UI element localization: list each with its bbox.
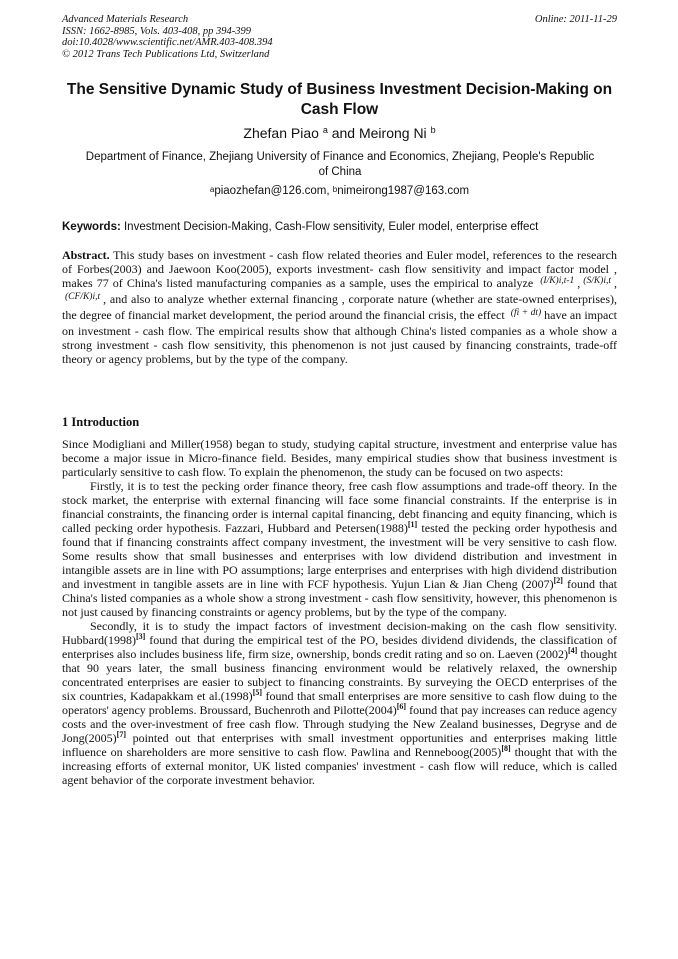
doi-line: doi:10.4028/www.scientific.net/AMR.403-408.394 [62, 37, 273, 48]
citation-ref[interactable]: [4] [567, 646, 578, 655]
abstract: Abstract. This study bases on investment - cash flow related theories and Euler model, references to the research of Forbes(2003) and Jaewoon Koo(2005), exports investment- cash flow sensitivity and impact factor model , makes 77 of China's listed manufacturing companies as a sample, uses the empirical to analyze $^{(I/K)i,t-1}$ , $^{(S/K)i,t}$ , $^{(CF/K)i,t}$ , and also to analyze whether external financing , corporate nature (whether are state-owned enterprises), the degree of financial market development, the period around the financial crisis, the effect $^{(fi + dt)}$ have an impact on investment - cash flow. The empirical results show that although China's listed companies as a whole show a strong investment - cash flow sensitivity, this phenomenon is not just caused by financing constraints, trade-off theory or agency problems, but by the type of the company. [62, 248, 618, 366]
affiliation: Department of Finance, Zhejiang University of Finance and Economics, Zhejiang, People's Republic of China [85, 151, 595, 178]
copyright-line: © 2012 Trans Tech Publications Ltd, Switzerland [62, 48, 270, 60]
paragraph-text: tested the pecking order hypothesis and found that if financing constraints affect company investment, the investment will be very sensitive to cash flow. Some results show that small businesses and enterprises with low dividend distribution and investment in intangible assets are in line with PO assumptions; large enterprises and enterprises with high dividend distribution and investment in tangible assets are in line with FCF hypothesis. Yujun Lian & Jian Cheng (2007) [62, 521, 617, 591]
formula-sales-ratio: (S/K)i,t [583, 276, 612, 286]
section-heading: 1 Introduction [62, 415, 140, 429]
paragraph-text: found that during the empirical test of the PO, besides dividend dividends, the classification of enterprises also includes business life, firm size, ownership, bonds credit rating and so on. Laeven (2002) [62, 633, 617, 661]
formula-investment-ratio: (I/K)i,t-1 [540, 276, 575, 286]
email-address: nimeirong1987@163.com [337, 185, 470, 197]
journal-metadata [62, 14, 617, 60]
paragraph [62, 437, 617, 479]
online-date: Online: 2011-11-29 [534, 14, 617, 25]
paragraph-text: thought that 90 years later, the small business financing environment would be relatively relaxed, the ownership concentrated enterprises are easier to subject to financing constraints. By surveying the OECD enterprises of the six countries, Kadapakkam et al.(1998) [62, 647, 617, 703]
abstract-text: This study bases on investment - cash flow related theories and Euler model, references to the research of Forbes(2003) and Jaewoon Koo(2005), exports investment- cash flow sensitivity and impact factor model , makes 77 of China's listed manufacturing companies as a sample, uses the empirical to analyze [62, 248, 617, 290]
introduction-body [62, 437, 617, 787]
author-line [62, 124, 617, 142]
formula-effect: (fi + dt) [510, 308, 542, 318]
citation-ref[interactable]: [3] [135, 632, 146, 641]
author-superscript: b [430, 125, 436, 135]
citation-ref[interactable]: [2] [553, 576, 563, 585]
citation-ref[interactable]: [6] [396, 702, 407, 711]
paragraph-text: pointed out that enterprises with small investment opportunities and enterprises making little influence on shareholders are more sensitive to cash flow. Pawlina and Renneboog(2005) [62, 731, 617, 759]
citation-ref[interactable]: [1] [407, 520, 418, 529]
paragraph [62, 479, 617, 619]
author-name: Zhefan Piao [243, 125, 319, 141]
citation-ref[interactable]: [5] [252, 688, 263, 697]
keywords [62, 220, 617, 235]
abstract-label: Abstract. [62, 248, 110, 262]
author-conjunction: and [327, 125, 359, 141]
keywords-label: Keywords: [62, 221, 121, 233]
paper-title: The Sensitive Dynamic Study of Business Investment Decision-Making on Cash Flow [66, 81, 613, 118]
citation-ref[interactable]: [8] [501, 744, 511, 753]
paragraph-text: Since Modigliani and Miller(1958) began to study, studying capital structure, investment and enterprise value has become a major issue in Micro-finance field. Besides, many empirical studies show that business investment is particularly sensitive to cash flow. To explain the phenomenon, the study can be focused on two aspects: [62, 437, 617, 479]
email-address: piaozhefan@126.com, [214, 185, 333, 197]
author-name: Meirong Ni [358, 125, 427, 141]
citation-ref[interactable]: [7] [116, 730, 126, 739]
abstract-text: have an impact on investment - cash flow. The empirical results show that although China's listed companies as a whole show a strong investment - cash flow sensitivity, this phenomenon is not just caused by financing constraints, trade-off theory or agency problems, but by the type of the company. [62, 308, 618, 366]
issn-line: ISSN: 1662-8985, Vols. 403-408, pp 394-399 [62, 25, 251, 37]
email-superscript: a [209, 185, 215, 194]
author-emails [62, 184, 617, 199]
paragraph-text: Secondly, it is to study the impact factors of investment decision-making on the cash flow sensitivity. Hubbard(1998) [62, 619, 617, 647]
paragraph-text: Firstly, it is to test the pecking order finance theory, free cash flow assumptions and trade-off theory. In the stock market, the enterprise with external financing will face some financial constraints. If the enterprise is in financial constraints, the financing order is internal capital financing, debt financing and equity financing, which is called pecking order hypothesis. Fazzari, Hubbard and Petersen(1988) [62, 479, 617, 535]
email-superscript: b [332, 185, 338, 194]
author-superscript: a [322, 125, 328, 135]
paragraph-text: found that China's listed companies as a whole show a strong investment - cash flow sensitivity, however, this phenomenon is not just caused by financing constraints or agency problems, but by the type of the company. [62, 577, 617, 619]
formula-cashflow-ratio: (CF/K)i,t [65, 292, 101, 302]
paragraph-text: thought that with the increasing efforts of external monitor, UK listed companies' investment - cash flow will reduce, which is called agent behavior of the corporate investment behavior. [62, 745, 618, 787]
paragraph [62, 619, 617, 787]
keywords-text: Investment Decision-Making, Cash-Flow sensitivity, Euler model, enterprise effect [120, 221, 539, 233]
paragraph-text: found that pay increases can reduce agency costs and the over-investment of free cash flow. Through studying the New Zealand businesses, Degryse and de Jong(2005) [62, 703, 617, 745]
journal-name: Advanced Materials Research [62, 14, 189, 25]
abstract-text: , and also to analyze whether external financing , corporate nature (whether are state-owned enterprises), the degree of financial market development, the period around the financial crisis, the effect [62, 292, 617, 322]
paragraph-text: found that small enterprises are more sensitive to cash flow duing to the operators' agency problems. Broussard, Buchenroth and Pilotte(2004) [62, 689, 618, 717]
